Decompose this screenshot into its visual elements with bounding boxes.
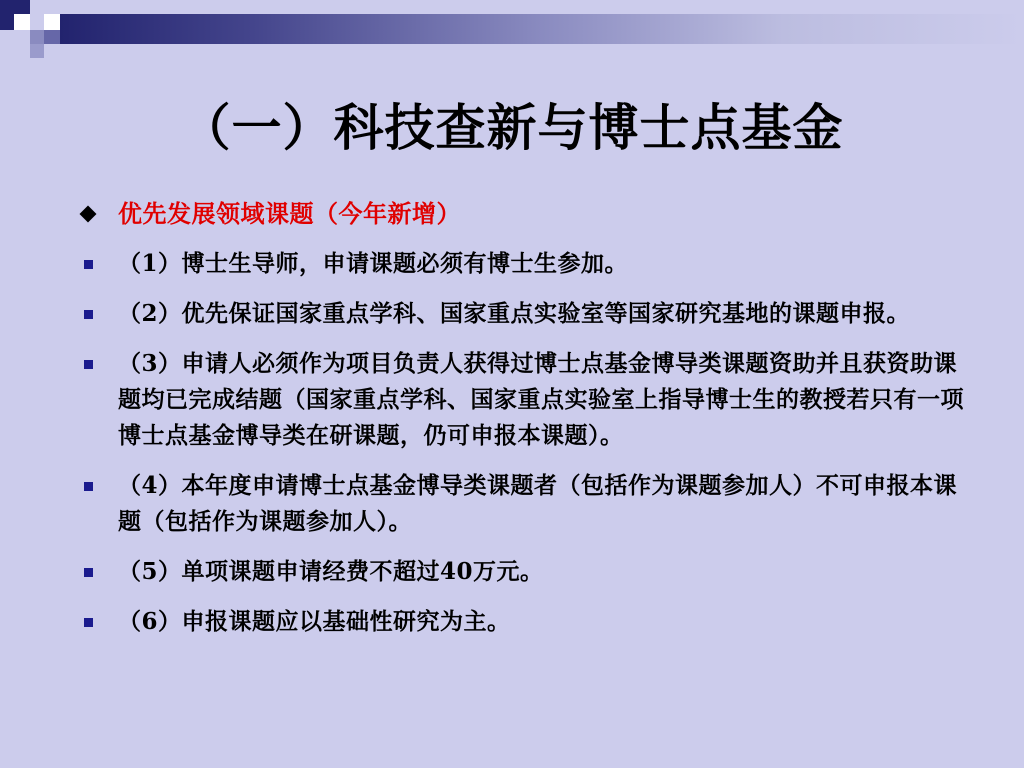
bullet-list <box>80 196 980 640</box>
header-decoration <box>0 0 1024 60</box>
deco-square-7 <box>44 30 60 44</box>
deco-square-6 <box>30 44 44 58</box>
slide-title: （一）科技查新与博士点基金 <box>180 98 844 157</box>
list-item <box>80 468 980 540</box>
list-item <box>80 554 980 590</box>
deco-square-4 <box>44 14 60 30</box>
square-bullet-icon <box>84 360 93 369</box>
square-bullet-icon <box>84 568 93 577</box>
square-bullet-icon <box>84 310 93 319</box>
header-gradient-bar <box>60 14 1024 44</box>
list-item-text: （1）博士生导师，申请课题必须有博士生参加。 <box>118 250 629 277</box>
list-heading <box>80 196 980 232</box>
deco-square-2 <box>30 0 60 14</box>
list-item <box>80 346 980 454</box>
list-item-text: （6）申报课题应以基础性研究为主。 <box>118 608 511 635</box>
deco-square-3 <box>14 14 30 30</box>
list-item-text: （3）申请人必须作为项目负责人获得过博士点基金博导类课题资助并且获资助课题均已完成结题（国家重点学科、国家重点实验室上指导博士生的教授若只有一项博士点基金博导类在研课题，仍可申报本课题）。 <box>118 350 964 449</box>
list-item-text: （2）优先保证国家重点学科、国家重点实验室等国家研究基地的课题申报。 <box>118 300 911 327</box>
list-item-text: （5）单项课题申请经费不超过40万元。 <box>118 558 544 585</box>
square-bullet-icon <box>84 482 93 491</box>
list-item <box>80 296 980 332</box>
list-heading-text: 优先发展领域课题（今年新增） <box>118 199 461 228</box>
deco-square-5 <box>30 30 44 44</box>
list-item-text: （4）本年度申请博士点基金博导类课题者（包括作为课题参加人）不可申报本课题（包括作为课题参加人）。 <box>118 472 958 535</box>
square-bullet-icon <box>84 260 93 269</box>
list-item <box>80 604 980 640</box>
list-item <box>80 246 980 282</box>
square-bullet-icon <box>84 618 93 627</box>
diamond-bullet-icon <box>80 206 97 223</box>
